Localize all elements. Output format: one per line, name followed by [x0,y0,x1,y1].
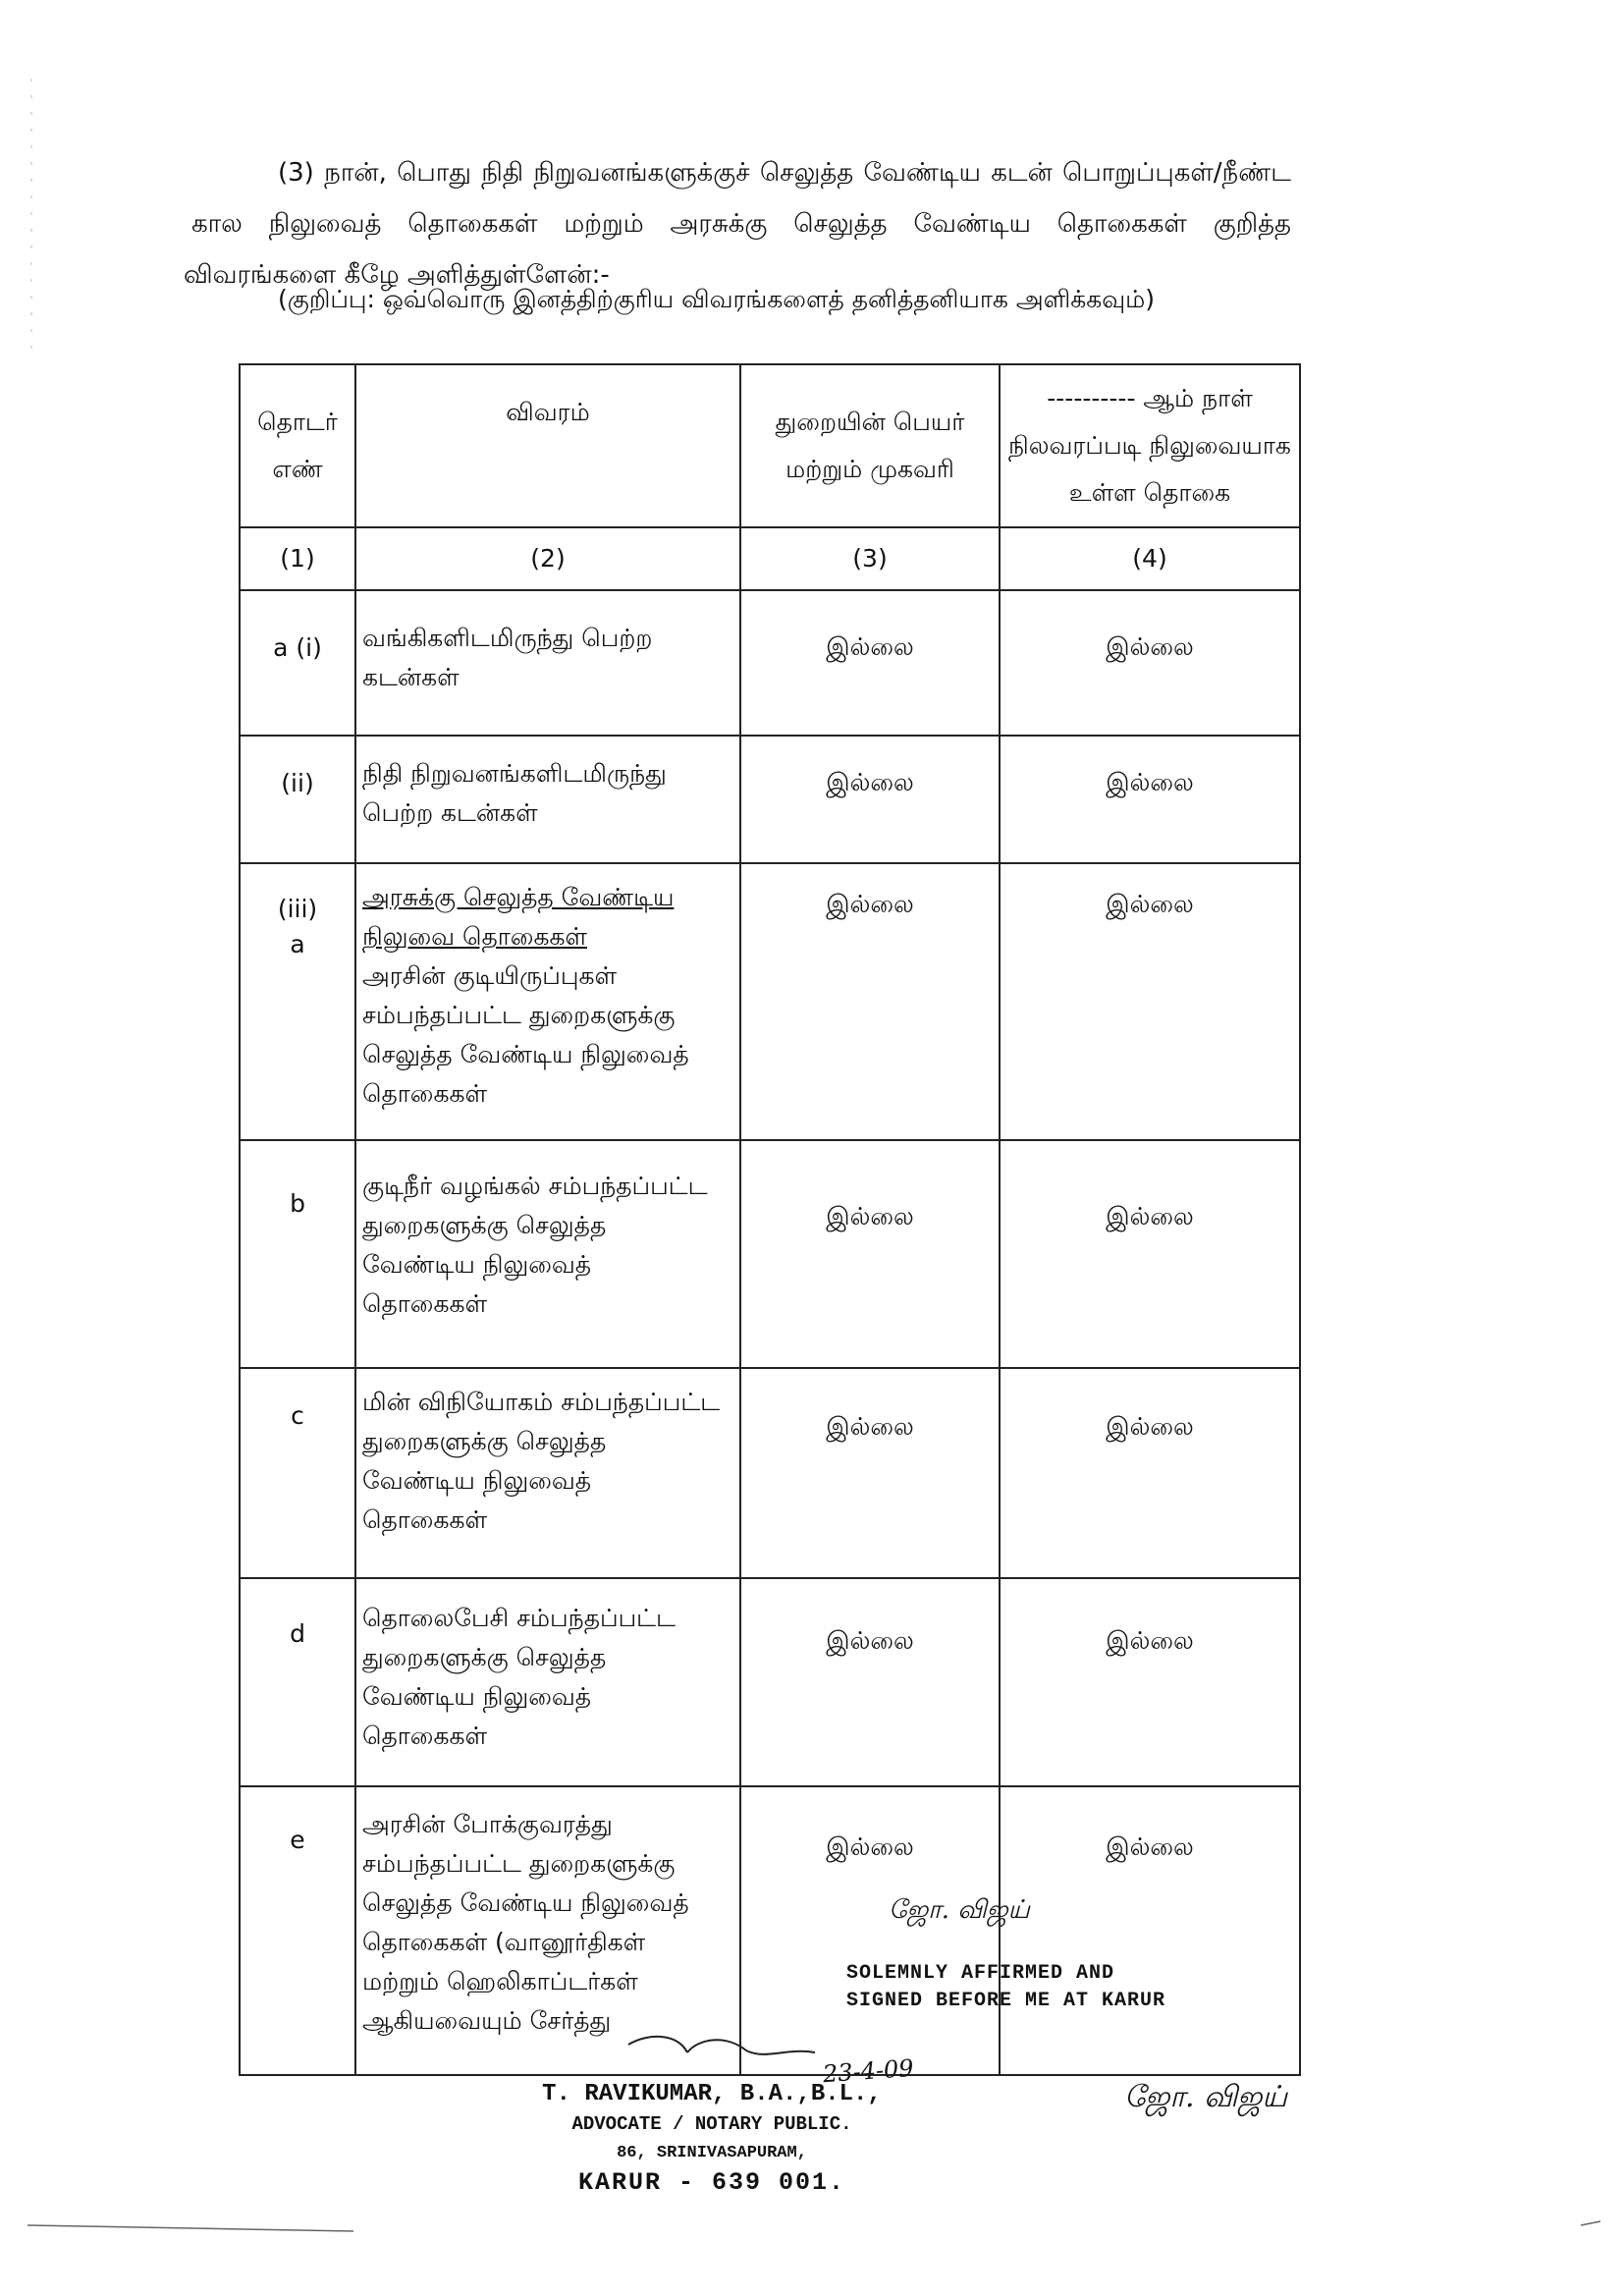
affirmation-line-1: SOLEMNLY AFFIRMED AND [846,1962,1115,1985]
desc-line: வேண்டிய நிலுவைத் [362,1682,592,1711]
header-department-line2: மற்றும் முகவரி [785,455,954,483]
desc-line: வங்கிகளிடமிருந்து பெற்ற [362,624,653,652]
row-amount: இல்லை [1000,590,1300,736]
desc-heading-line: நிலுவை தொகைகள் [362,922,587,951]
row-serial-sub: a [290,930,305,958]
row-department: இல்லை [740,1786,1000,2075]
desc-line: தொகைகள் [362,1079,488,1108]
desc-line: தொகைகள் [362,1289,488,1318]
stamp-signature: ஜோ. விஜய் [889,1895,1030,1925]
header-serial-line2: எண் [272,455,323,483]
desc-line: துறைகளுக்கு செலுத்த [362,1211,607,1239]
row-department: இல்லை [740,736,1000,863]
col-number-4: (4) [1000,527,1300,590]
col-number-3: (3) [740,527,1000,590]
intro-line-3: விவரங்களை கீழே அளித்துள்ளேன்:- [184,260,610,290]
desc-line: தொகைகள் [362,1722,488,1750]
row-department: இல்லை [740,1140,1000,1368]
desc-line: அரசின் போக்குவரத்து [362,1810,613,1838]
row-serial: (ii) [240,736,355,863]
header-amount-line2: நிலவரப்படி நிலுவையாக [1008,431,1291,460]
notary-title: ADVOCATE / NOTARY PUBLIC. [571,2113,852,2135]
intro-line-2: கால நிலுவைத் தொகைகள் மற்றும் அரசுக்கு செலுத்த வேண்டிய தொகைகள் குறித்த [191,209,1291,239]
desc-line: துறைகளுக்கு செலுத்த [362,1643,607,1671]
desc-line: அரசின் குடியிருப்புகள் [362,961,618,990]
header-department-line1: துறையின் பெயர் [775,408,965,436]
col-number-1: (1) [240,527,355,590]
desc-line: தொகைகள் [362,1505,488,1534]
desc-line: சம்பந்தப்பட்ட துறைகளுக்கு [362,1001,676,1029]
desc-line: குடிநீர் வழங்கல் சம்பந்தப்பட்ட [362,1172,708,1200]
col-number-2: (2) [355,527,740,590]
row-serial: b [240,1140,355,1368]
desc-line: சம்பந்தப்பட்ட துறைகளுக்கு [362,1849,676,1878]
notary-city: KARUR - 639 001. [577,2168,846,2197]
desc-line: மின் விநியோகம் சம்பந்தப்பட்ட [362,1388,721,1416]
desc-line: துறைகளுக்கு செலுத்த [362,1427,607,1455]
affirmation-line-2: SIGNED BEFORE ME AT KARUR [846,1990,1166,2012]
row-department: இல்லை [740,1578,1000,1786]
desc-line: மற்றும் ஹெலிகாப்டர்கள் [362,1967,638,1995]
desc-line: செலுத்த வேண்டிய நிலுவைத் [362,1040,689,1068]
row-amount: இல்லை [1000,1786,1300,2075]
header-details-text: விவரம் [506,398,590,426]
row-serial: a (i) [240,590,355,736]
row-serial-main: (iii) [277,895,318,923]
row-serial: d [240,1578,355,1786]
notary-name: T. RAVIKUMAR, B.A.,B.L., [542,2081,882,2107]
desc-line: வேண்டிய நிலுவைத் [362,1250,592,1279]
row-amount: இல்லை [1000,1578,1300,1786]
row-department: இல்லை [740,1368,1000,1578]
row-amount: இல்லை [1000,863,1300,1140]
notary-address: 86, SRINIVASAPURAM, [617,2144,807,2162]
header-amount-line1: ---------- ஆம் நாள் [1047,384,1253,412]
row-amount: இல்லை [1000,736,1300,863]
intro-line-1: (3) நான், பொது நிதி நிறுவனங்களுக்குச் செலுத்த வேண்டிய கடன் பொறுப்புகள்/நீண்ட [278,158,1291,188]
desc-line: தொகைகள் (வானூர்திகள் [362,1928,646,1956]
row-serial: c [240,1368,355,1578]
deponent-signature: ஜோ. விஜய் [1124,2080,1287,2114]
desc-line: செலுத்த வேண்டிய நிலுவைத் [362,1888,689,1917]
row-serial: e [240,1786,355,2075]
desc-line: பெற்ற கடன்கள் [362,798,538,827]
note-text: (குறிப்பு: ஒவ்வொரு இனத்திற்குரிய விவரங்களைத் தனித்தனியாக அளிக்கவும்) [278,285,1156,313]
desc-heading-line: அரசுக்கு செலுத்த வேண்டிய [362,883,675,911]
row-amount: இல்லை [1000,1140,1300,1368]
bottom-edge-line [27,2225,353,2231]
desc-line: வேண்டிய நிலுவைத் [362,1466,592,1495]
desc-line: ஆகியவையும் சேர்த்து [362,2006,612,2035]
bottom-edge-line-right [1581,2221,1600,2225]
handwritten-date: 23-4-09 [822,2053,915,2089]
desc-line: கடன்கள் [362,663,460,691]
row-amount: இல்லை [1000,1368,1300,1578]
notary-signature-scrawl [628,2037,815,2054]
header-serial-line1: தொடர் [257,408,338,436]
desc-line: நிதி நிறுவனங்களிடமிருந்து [362,759,667,788]
row-department: இல்லை [740,590,1000,736]
header-amount-line3: உள்ள தொகை [1068,478,1231,507]
row-department: இல்லை [740,863,1000,1140]
desc-line: தொலைபேசி சம்பந்தப்பட்ட [362,1604,676,1632]
